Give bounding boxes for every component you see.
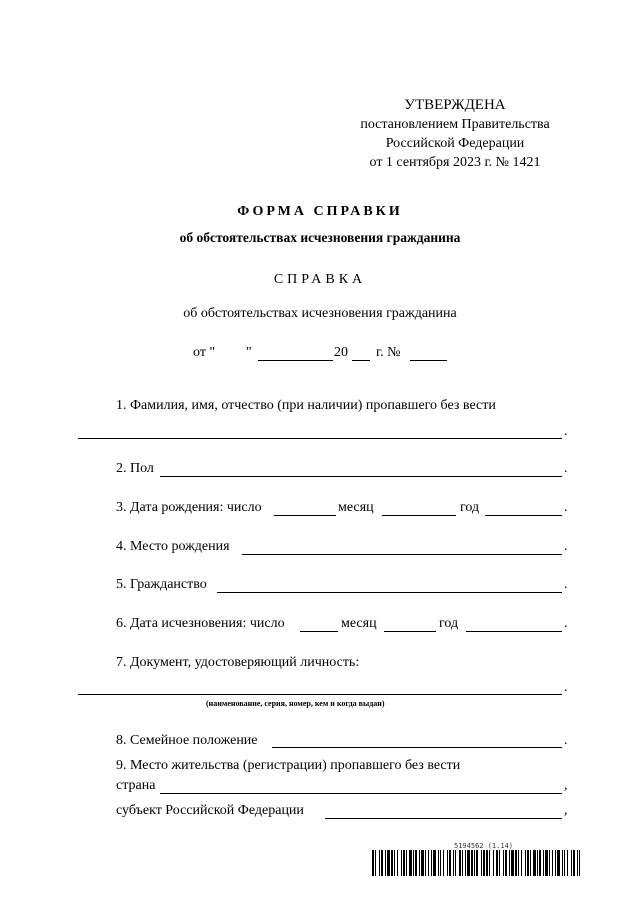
field-3-period: . (564, 500, 568, 515)
field-1-period: . (564, 424, 568, 439)
year-prefix: 20 (334, 345, 348, 360)
field-4-period: . (564, 539, 568, 554)
field-9-subject-line[interactable] (325, 818, 562, 819)
field-9-subject-comma: , (564, 803, 568, 818)
barcode-block (372, 842, 582, 876)
number-label: г. № (376, 345, 401, 360)
approval-block (340, 96, 570, 172)
field-9-country-label: страна (116, 778, 156, 793)
date-prefix: от " (193, 345, 216, 360)
field-3-year-label: год (460, 500, 480, 515)
form-title: ФОРМА СПРАВКИ (237, 204, 403, 219)
field-6-label: 6. Дата исчезновения: число (116, 616, 285, 631)
field-9-country-comma: , (564, 778, 568, 793)
field-6-year-line[interactable] (466, 631, 562, 632)
field-7-period: . (564, 680, 568, 695)
date-day-month-line[interactable] (258, 360, 333, 361)
form-subtitle: об обстоятельствах исчезновения гражданина (179, 230, 461, 245)
field-7-note: (наименование, серия, номер, кем и когда выдан) (206, 699, 385, 708)
field-6-month-line[interactable] (384, 631, 436, 632)
field-4-line[interactable] (242, 554, 562, 555)
barcode-number: 5194562 (1.14) (454, 842, 514, 850)
approval-line-1: постановлением Правительства (360, 117, 550, 132)
field-5-period: . (564, 577, 568, 592)
field-3-label: 3. Дата рождения: число (116, 500, 262, 515)
field-2-line[interactable] (160, 476, 562, 477)
barcode-icon (372, 850, 582, 876)
field-5-line[interactable] (217, 592, 562, 593)
approval-line-3: от 1 сентября 2023 г. № 1421 (369, 155, 541, 170)
field-3-month-label: месяц (338, 500, 374, 515)
field-9-subject-label: субъект Российской Федерации (116, 803, 304, 818)
field-1-line[interactable] (78, 438, 562, 439)
field-8-label: 8. Семейное положение (116, 733, 258, 748)
field-3-year-line[interactable] (485, 515, 562, 516)
field-9-label: 9. Место жительства (регистрации) пропавшего без вести (116, 758, 461, 773)
field-8-line[interactable] (272, 747, 562, 748)
field-2-label: 2. Пол (116, 461, 154, 476)
number-line[interactable] (410, 360, 447, 361)
field-2-period: . (564, 461, 568, 476)
field-6-day-line[interactable] (300, 631, 338, 632)
field-9-country-line[interactable] (160, 793, 562, 794)
field-7-line[interactable] (78, 694, 562, 695)
field-3-day-line[interactable] (274, 515, 336, 516)
field-4-label: 4. Место рождения (116, 539, 230, 554)
certificate-subtitle: об обстоятельствах исчезновения гражданина (183, 306, 457, 321)
field-3-month-line[interactable] (382, 515, 456, 516)
approval-heading: УТВЕРЖДЕНА (404, 97, 506, 113)
year-line[interactable] (352, 360, 370, 361)
date-quote: " (246, 345, 252, 360)
field-6-period: . (564, 616, 568, 631)
field-8-period: . (564, 733, 568, 748)
field-6-month-label: месяц (341, 616, 377, 631)
field-7-label: 7. Документ, удостоверяющий личность: (116, 655, 360, 670)
approval-line-2: Российской Федерации (385, 136, 525, 151)
certificate-title: СПРАВКА (273, 272, 367, 287)
field-5-label: 5. Гражданство (116, 577, 207, 592)
field-6-year-label: год (439, 616, 459, 631)
field-1-label: 1. Фамилия, имя, отчество (при наличии) пропавшего без вести (116, 398, 496, 413)
